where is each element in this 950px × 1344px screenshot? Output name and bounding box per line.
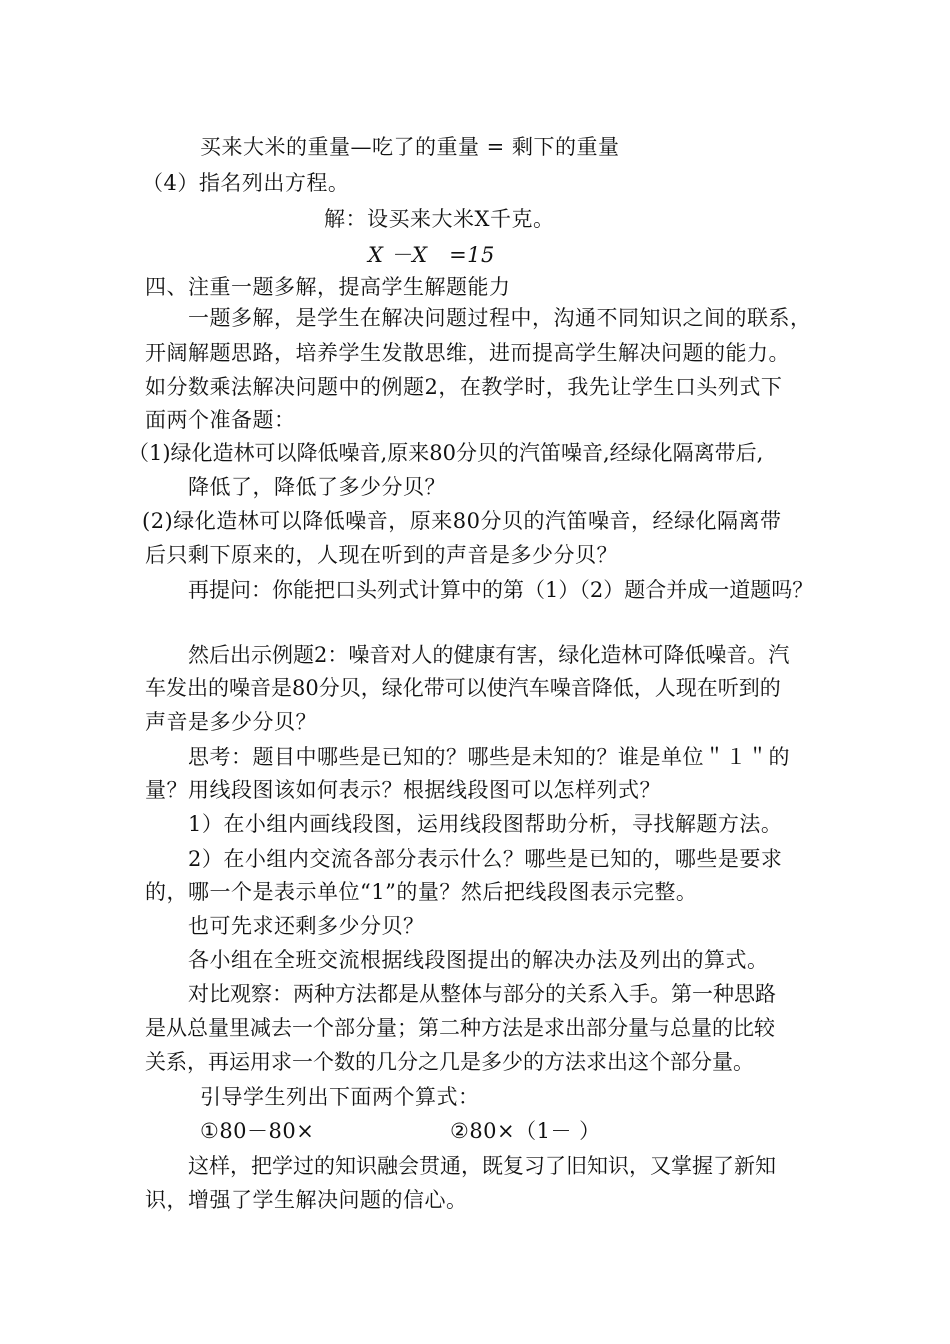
text-line-23: 也可先求还剩多少分贝？ [188, 914, 425, 938]
text-line-28: 引导学生列出下面两个算式： [200, 1085, 480, 1109]
text-line-2: （4）指名列出方程。 [142, 171, 350, 195]
text-line-3: 解：设买来大米Ⅹ千克。 [324, 207, 555, 231]
text-line-24: 各小组在全班交流根据线段图提出的解决办法及列出的算式。 [188, 948, 769, 972]
text-line-12: (2)绿化造林可以降低噪音，原来80分贝的汽笛噪音，经绿化隔离带 [142, 509, 782, 533]
text-line-13: 后只剩下原来的，人现在听到的声音是多少分贝？ [145, 543, 618, 567]
text-line-21: 2）在小组内交流各部分表示什么？哪些是已知的，哪些是要求 [188, 847, 783, 871]
text-line-14: 再提问：你能把口头列式计算中的第（1）（2）题合并成一道题吗？ [188, 578, 814, 602]
text-line-7: 开阔解题思路，培养学生发散思维，进而提高学生解决问题的能力。 [145, 341, 790, 365]
text-line-1: 买来大米的重量—吃了的重量 = 剩下的重量 [200, 135, 620, 159]
text-line-11: 降低了，降低了多少分贝？ [188, 475, 446, 499]
formula-1: ①80－80× [200, 1119, 315, 1143]
text-line-15: 然后出示例题2：噪音对人的健康有害，绿化造林可降低噪音。汽 [188, 643, 790, 667]
section-heading: 四、注重一题多解，提高学生解题能力 [145, 275, 511, 299]
text-line-6: 一题多解，是学生在解决问题过程中，沟通不同知识之间的联系， [188, 306, 812, 330]
text-line-18: 思考：题目中哪些是已知的？哪些是未知的？谁是单位＂１＂的 [188, 745, 790, 769]
text-line-10: （1)绿化造林可以降低噪音,原来80分贝的汽笛噪音,经绿化隔离带后, [128, 441, 764, 465]
text-line-8: 如分数乘法解决问题中的例题2，在教学时，我先让学生口头列式下 [145, 375, 783, 399]
text-line-9: 面两个准备题： [145, 408, 296, 432]
formula-2: ②80×（1－ ） [450, 1119, 601, 1143]
text-line-27: 关系，再运用求一个数的几分之几是多少的方法求出这个部分量。 [145, 1050, 754, 1074]
text-line-19: 量？用线段图该如何表示？根据线段图可以怎样列式？ [145, 778, 661, 802]
text-line-25: 对比观察：两种方法都是从整体与部分的关系入手。第一种思路 [188, 982, 776, 1006]
text-line-22: 的，哪一个是表示单位“1”的量？然后把线段图表示完整。 [145, 880, 698, 904]
equation-line: X －X =15 [368, 243, 495, 267]
text-line-31: 这样，把学过的知识融会贯通，既复习了旧知识，又掌握了新知 [188, 1154, 776, 1178]
text-line-16: 车发出的噪音是80分贝，绿化带可以使汽车噪音降低，人现在听到的 [145, 676, 781, 700]
text-line-17: 声音是多少分贝？ [145, 710, 317, 734]
text-line-26: 是从总量里减去一个部分量；第二种方法是求出部分量与总量的比较 [145, 1016, 775, 1040]
text-line-20: 1）在小组内画线段图，运用线段图帮助分析，寻找解题方法。 [188, 812, 783, 836]
text-line-32: 识，增强了学生解决问题的信心。 [145, 1188, 468, 1212]
